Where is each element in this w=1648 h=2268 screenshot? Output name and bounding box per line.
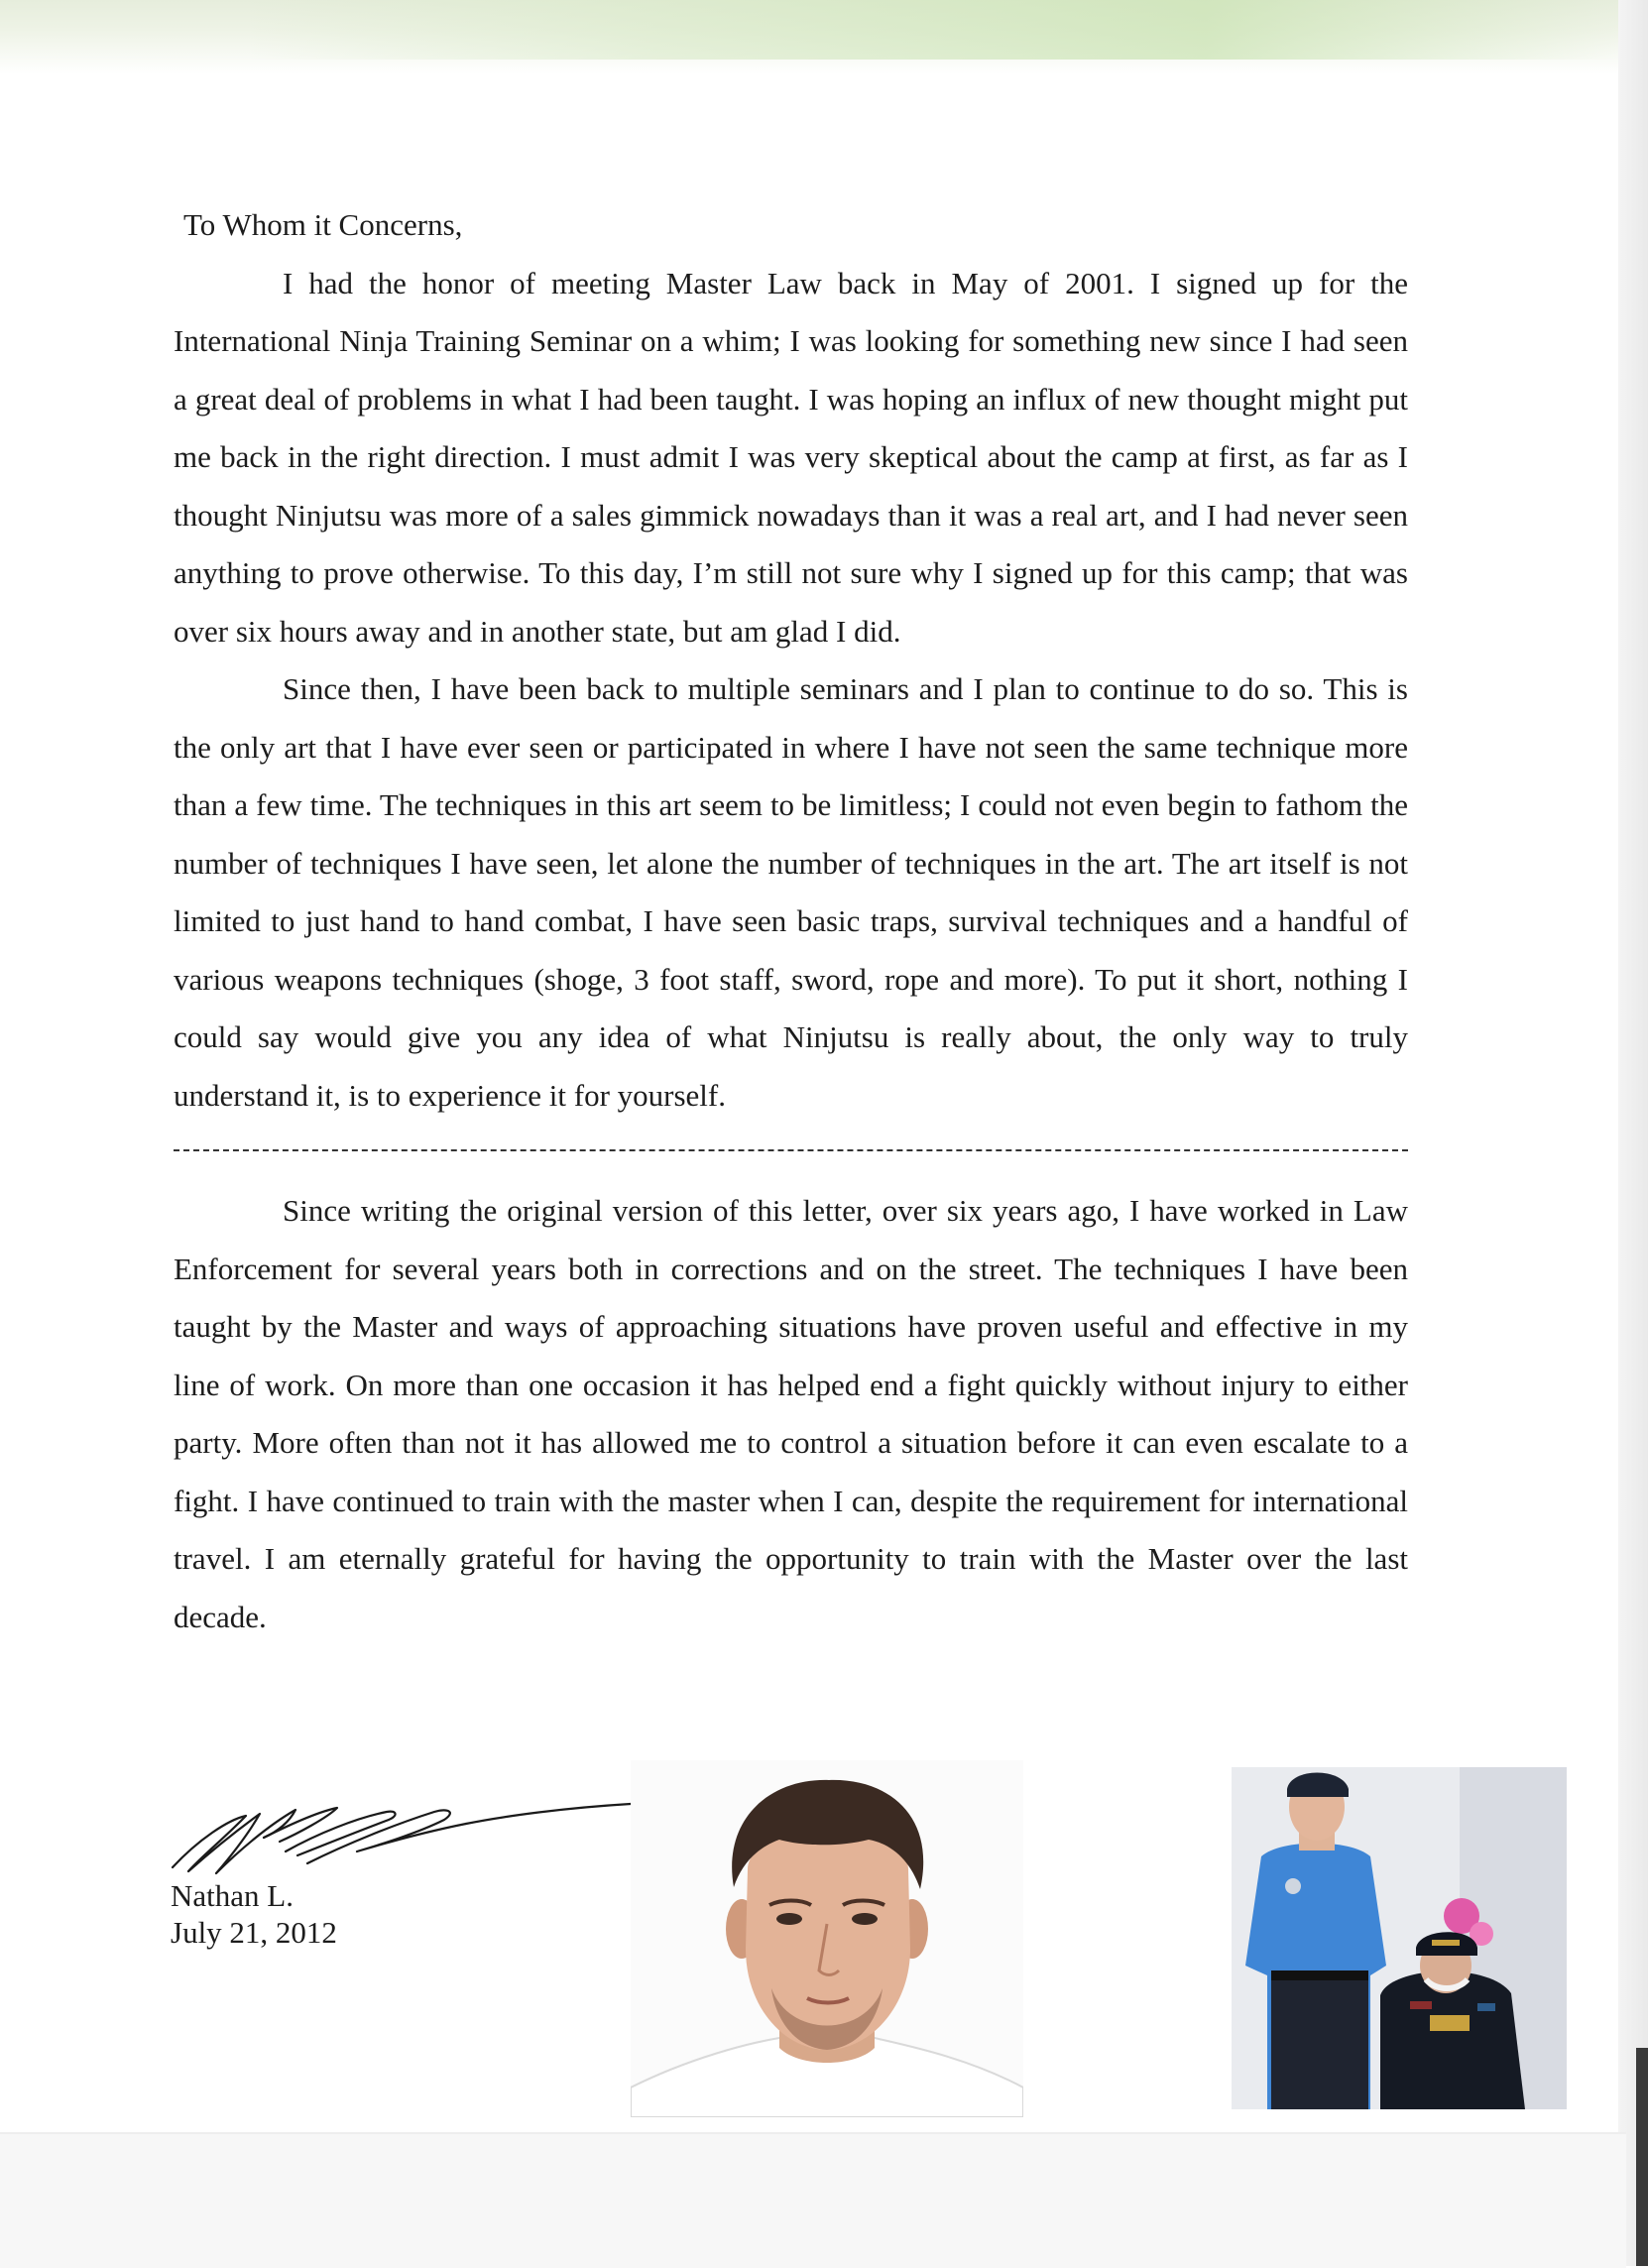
portrait-photo: [631, 1760, 1023, 2117]
letter-paragraph-1: I had the honor of meeting Master Law back in May of 2001. I signed up for the International Ninja Training Seminar on a whim; I was looking for something new since I had seen a great deal of problems in what I had been taught. I was hoping an influx of new thought might put me back in the right direction. I must admit I was very skeptical about the camp at first, as far as I thought Ninjutsu was more of a sales gimmick nowadays than it was a real art, and I had never seen anything to prove otherwise. To this day, I’m still not sure why I signed up for this camp; that was over six hours away and in another state, but am glad I did.: [174, 265, 1408, 649]
scan-right-shadow: [1636, 2048, 1648, 2266]
letter-greeting: To Whom it Concerns,: [183, 207, 463, 242]
letter-paragraph-2: Since then, I have been back to multiple seminars and I plan to continue to do so. This is the only art that I have ever seen or participated in where I have not seen the same technique more than a few time. The techniques in this art seem to be limitless; I could not even begin to fathom the number of techniques I have seen, let alone the number of techniques in the art. The art itself is not limited to just hand to hand combat, I have seen basic traps, survival techniques and a handful of various weapons techniques (shoge, 3 foot staff, sword, rope and more). To put it short, nothing I could say would give you any idea of what Ninjutsu is really about, the only way to truly understand it, is to experience it for yourself.: [174, 671, 1408, 1113]
signer-block: [171, 1877, 337, 1951]
letter-body: [174, 196, 1408, 1646]
handwritten-signature: [169, 1790, 635, 1884]
scan-bottom-margin: [0, 2132, 1626, 2268]
scan-top-wash: [248, 0, 1616, 60]
dashed-divider: [174, 1125, 1408, 1182]
signer-name: Nathan L.: [171, 1878, 294, 1913]
letter-paragraph-3: Since writing the original version of this letter, over six years ago, I have worked in Law Enforcement for several years both in corrections and on the street. The techniques I have been taught by the Master and ways of approaching situations have proven useful and effective in my line of work. On more than one occasion it has helped end a fight quickly without injury to either party. More often than not it has allowed me to control a situation before it can even escalate to a fight. I have continued to train with the master when I can, despite the requirement for international travel. I am eternally grateful for having the opportunity to train with the Master over the last decade.: [174, 1193, 1408, 1634]
letter-date: July 21, 2012: [171, 1915, 337, 1950]
scan-right-edge: [1618, 0, 1648, 2266]
uniform-photo: [1232, 1767, 1567, 2109]
